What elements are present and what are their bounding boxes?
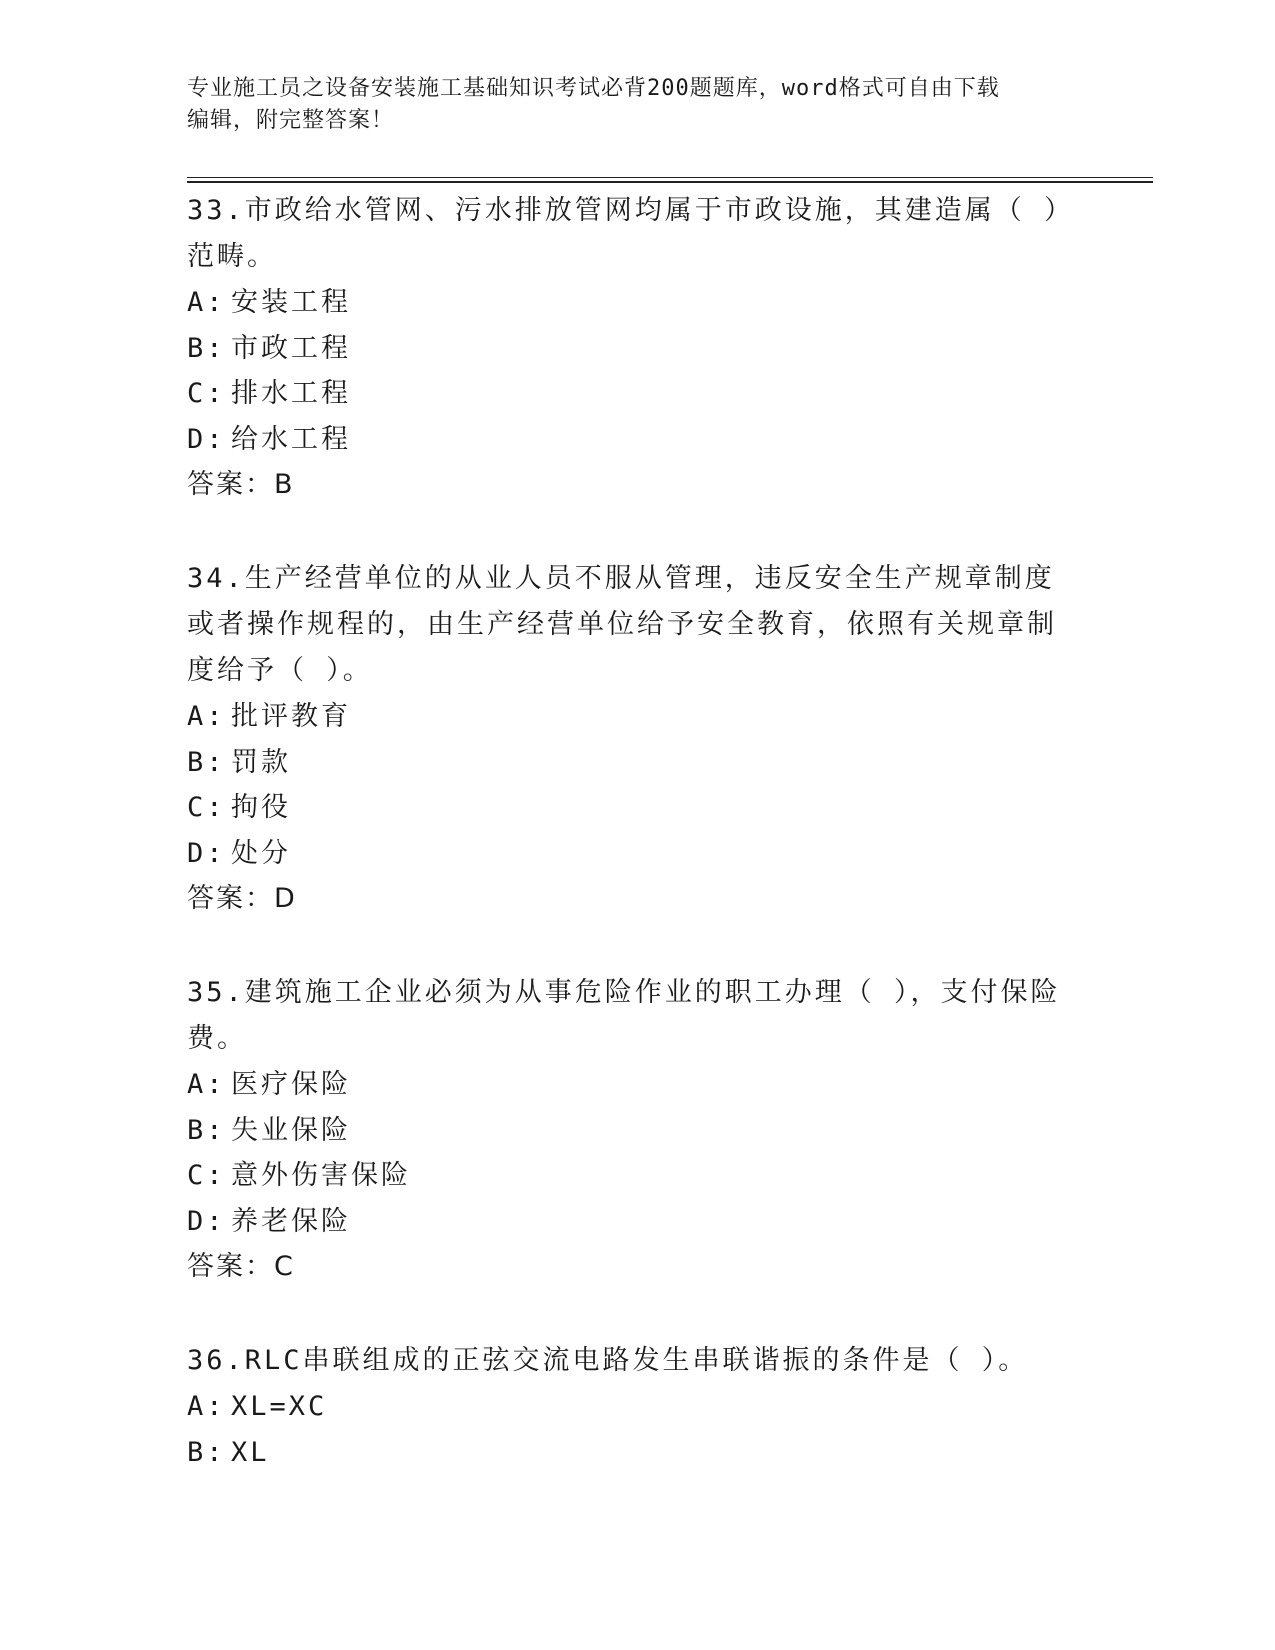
option-key: C: [187,378,226,409]
option-b [187,326,1067,372]
option-text: 罚款 [231,746,291,778]
option-text: 拘役 [231,792,291,823]
option-list [187,280,1067,462]
question-text: 35.建筑施工企业必须为从事危险作业的职工办理（ ），支付保险费。 [187,977,1061,1054]
question-34 [187,556,1067,922]
option-b [187,1108,1067,1154]
option-text: XL [231,1436,270,1468]
option-b [187,1430,1067,1476]
option-a [187,694,1067,740]
option-key: A: [187,1391,226,1422]
option-text: 意外伤害保险 [231,1160,411,1191]
question-36 [187,1338,1067,1475]
option-key: A: [187,701,226,732]
option-key: D: [187,423,226,455]
option-a [187,1062,1067,1108]
option-a [187,1384,1067,1430]
header-line-2: 编辑，附完整答案！ [187,108,395,133]
answer-text: 答案：C [187,1251,295,1282]
option-text: 安装工程 [231,287,351,318]
option-key: D: [187,1205,226,1237]
option-c [187,371,1067,417]
option-c [187,1153,1067,1199]
option-c [187,785,1067,831]
option-key: B: [187,1114,226,1146]
question-33 [187,188,1067,508]
option-text: XL=XC [231,1391,328,1422]
option-d [187,1199,1067,1245]
header-line-1: 专业施工员之设备安装施工基础知识考试必背200题题库，word格式可自由下载 [187,76,1000,101]
option-key: A: [187,287,226,318]
question-text: 34.生产经营单位的从业人员不服从管理，违反安全生产规章制度或者操作规程的，由生产经营单位给予安全教育，依照有关规章制度给予（ ）。 [187,563,1057,686]
option-text: 排水工程 [231,378,351,409]
option-key: C: [187,792,226,823]
answer-text: 答案：B [187,469,295,500]
option-text: 养老保险 [231,1205,351,1237]
question-text: 36.RLC串联组成的正弦交流电路发生串联谐振的条件是（ ）。 [187,1345,1029,1376]
option-text: 医疗保险 [231,1069,351,1100]
option-b [187,740,1067,786]
option-text: 处分 [231,837,291,869]
question-list [187,188,1067,1475]
option-list [187,694,1067,876]
option-key: C: [187,1160,226,1191]
option-a [187,280,1067,326]
answer-text: 答案：D [187,883,297,914]
question-35 [187,970,1067,1290]
option-text: 给水工程 [231,423,351,455]
option-key: B: [187,1436,226,1468]
option-key: B: [187,746,226,778]
option-list [187,1384,1067,1475]
option-key: A: [187,1069,226,1100]
option-list [187,1062,1067,1244]
option-text: 失业保险 [231,1114,351,1146]
header-divider-thin [187,177,1153,178]
header-divider-thick [187,181,1153,183]
question-text: 33.市政给水管网、污水排放管网均属于市政设施，其建造属（ ）范畴。 [187,195,1061,272]
option-key: B: [187,332,226,364]
document-header [187,73,1067,137]
option-text: 批评教育 [231,701,351,732]
option-d [187,831,1067,877]
option-d [187,417,1067,463]
option-key: D: [187,837,226,869]
option-text: 市政工程 [231,332,351,364]
